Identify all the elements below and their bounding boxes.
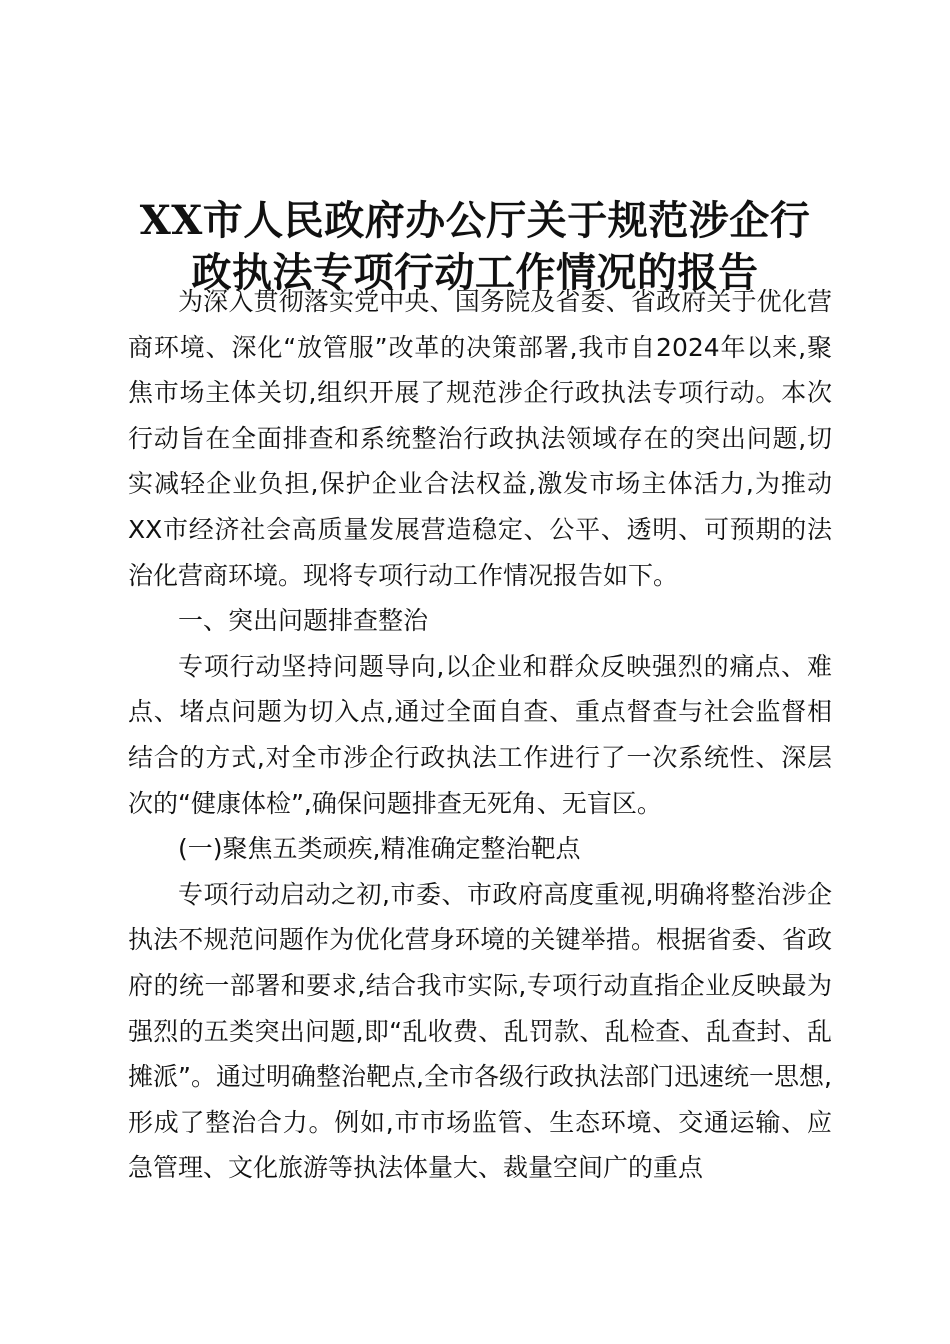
- title-line-2: 政执法专项行动工作情况的报告: [191, 248, 759, 296]
- section-heading-1: 一、突出问题排查整治: [178, 606, 429, 636]
- document-body: [128, 279, 832, 1191]
- section-1-paragraph: 专项行动坚持问题导向,以企业和群众反映强烈的痛点、难点、堵点问题为切入点,通过全面自查、重点督查与社会监督相结合的方式,对全市涉企行政执法工作进行了一次系统性、深层次的“健康体检”,确保问题排查无死角、无盲区。: [128, 651, 832, 818]
- title-line-1: XX市人民政府办公厅关于规范涉企行: [139, 196, 811, 244]
- intro-paragraph: 为深入贯彻落实党中央、国务院及省委、省政府关于优化营商环境、深化“放管服”改革的决策部署,我市自2024年以来,聚焦市场主体关切,组织开展了规范涉企行政执法专项行动。本次行动旨在全面排查和系统整治行政执法领域存在的突出问题,切实减轻企业负担,保护企业合法权益,激发市场主体活力,为推动XX市经济社会高质量发展营造稳定、公平、透明、可预期的法治化营商环境。现将专项行动工作情况报告如下。: [128, 287, 832, 590]
- subsection-1-paragraph: 专项行动启动之初,市委、市政府高度重视,明确将整治涉企执法不规范问题作为优化营身环境的关键举措。根据省委、省政府的统一部署和要求,结合我市实际,专项行动直指企业反映最为强烈的五类突出问题,即“乱收费、乱罚款、乱检查、乱查封、乱摊派”。通过明确整治靶点,全市各级行政执法部门迅速统一思想,形成了整治合力。例如,市市场监管、生态环境、交通运输、应急管理、文化旅游等执法体量大、裁量空间广的重点: [128, 879, 832, 1183]
- subsection-heading-1: (一)聚焦五类顽疾,精准确定整治靶点: [178, 834, 581, 864]
